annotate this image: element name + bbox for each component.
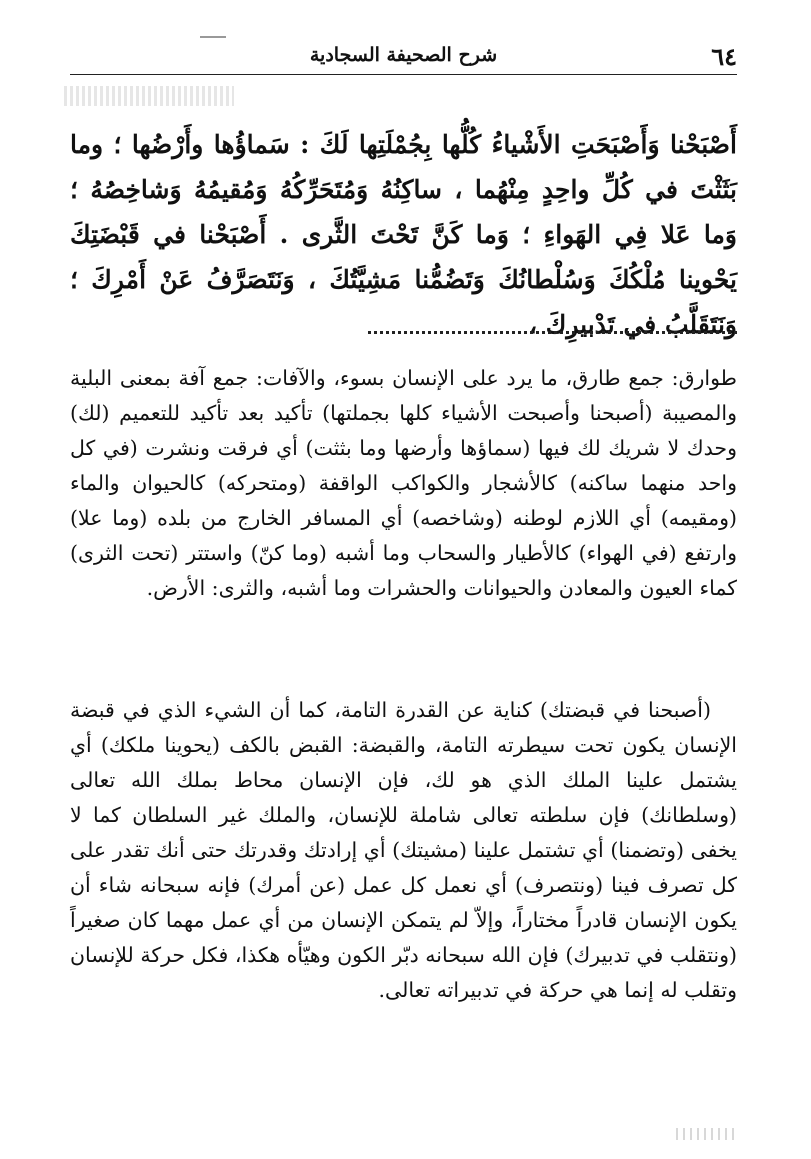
page-number: ٦٤	[711, 42, 737, 71]
prayer-text: أَصْبَحْنا وَأَصْبَحَتِ الأَشْياءُ كُلُّها بِجُمْلَتِها لَكَ : سَماؤُها وأَرْضُها ؛ وما بَثَثْتَ في كُلِّ واحِدٍ مِنْهُما ، ساكِنُهُ وَمُتَحَرِّكُهُ وَمُقيمُهُ وَشاخِصُهُ ؛ وَما عَلا فِي الهَواءِ ؛ وَما كَنَّ تَحْتَ الثَّرى . أَصْبَحْنا في قَبْضَتِكَ يَحْوينا مُلْكُكَ وَسُلْطانُكَ وَتَضُمُّنا مَشِيَّتُكَ ، وَنَتَصَرَّفُ عَنْ أَمْرِكَ ؛ وَنَتَقَلَّبُ في تَدْبيرِكَ ،	[70, 130, 737, 339]
running-header	[70, 44, 737, 75]
commentary-paragraph-2-text: (أصبحنا في قبضتك) كناية عن القدرة التامة، كما أن الشيء الذي في قبضة الإنسان يكون تحت سيطرته التامة، والقبضة: القبض بالكف (يحوينا ملكك) أي يشتمل علينا الملك الذي هو لك، فإن الإنسان محاط بملك الله تعالى (وسلطانك) فإن سلطته تعالى شاملة للإنسان، والملك غير السلطان كما لا يخفى (وتضمنا) أي تشتمل علينا (مشيتك) أي إرادتك وقدرتك حتى أنك تقدر على كل تصرف فينا (ونتصرف) أي نعمل كل عمل (عن أمرك) فإنه سبحانه شاء أن يكون الإنسان قادراً مختاراً، وإلاّ لم يتمكن الإنسان من أي عمل مهما كان صغيراً (ونتقلب في تدبيرك) فإن الله سبحانه دبّر الكون وهيّأه هكذا، فكل حركة للإنسان وتقلب له إنما هي حركة في تدبيراته تعالى.	[70, 698, 737, 1002]
dotted-separator	[368, 331, 737, 334]
commentary-paragraph-1: طوارق: جمع طارق، ما يرد على الإنسان بسوء، والآفات: جمع آفة بمعنى البلية والمصيبة (أصبحنا وأصبحت الأشياء كلها بجملتها) تأكيد بعد تأكيد للتعميم (لك) وحدك لا شريك لك فيها (سماؤها وأرضها وما بثثت) أي فرقت ونشرت (في كل واحد منهما ساكنه) كالأشجار والكواكب الواقفة (ومتحركه) كالحيوان والماء (ومقيمه) أي اللازم لوطنه (وشاخصه) أي المسافر الخارج من بلده (وما علا) وارتفع (في الهواء) كالأطيار والسحاب وما أشبه (وما كنّ) واستتر (تحت الثرى) كماء العيون والمعادن والحيوانات والحشرات وما أشبه، والثرى: الأرض.	[70, 366, 737, 600]
header-title: شرح الصحيفة السجادية	[309, 44, 498, 66]
scan-artifact	[676, 1128, 736, 1140]
scan-artifact	[200, 36, 226, 38]
scan-artifact	[64, 86, 234, 106]
commentary-paragraph-2	[70, 693, 737, 1008]
